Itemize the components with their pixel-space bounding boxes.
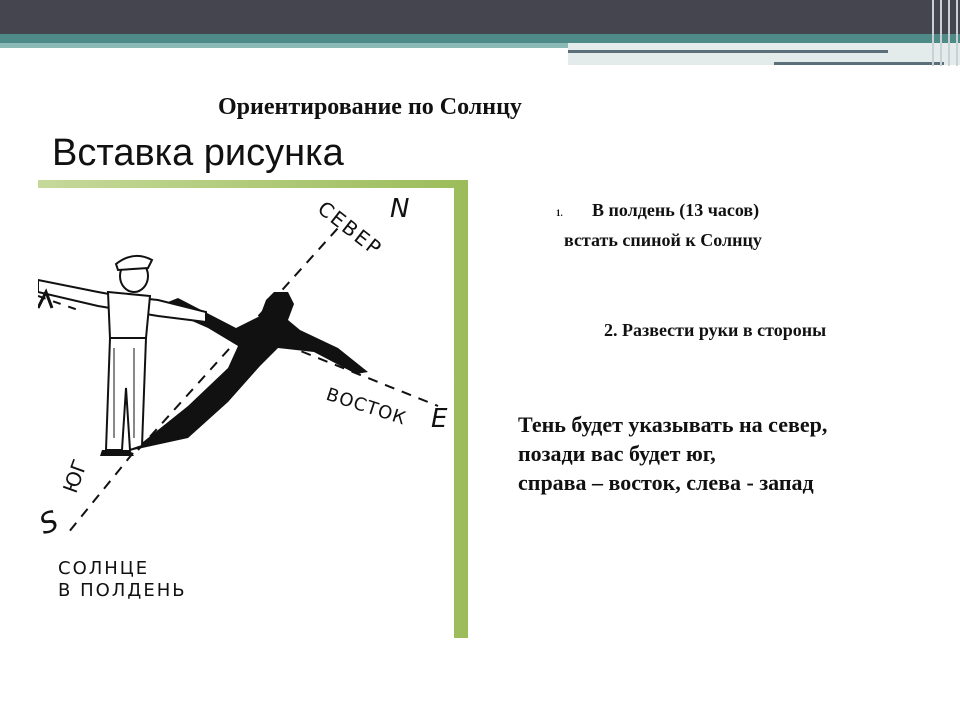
person-legs xyxy=(106,338,146,450)
slide-subtitle: Ориентирование по Солнцу xyxy=(218,94,522,120)
result-text xyxy=(518,410,938,497)
result-line-3: справа – восток, слева - запад xyxy=(518,470,814,495)
header-rule-1 xyxy=(568,50,888,53)
person-torso xyxy=(108,292,150,338)
header-stripe-light xyxy=(0,43,568,48)
person-feet xyxy=(100,450,134,456)
label-sever: СЕВЕР xyxy=(313,196,388,262)
header-stripe-teal xyxy=(0,34,960,43)
result-line-1: Тень будет указывать на север, xyxy=(518,412,828,437)
label-sun-line2: В ПОЛДЕНЬ xyxy=(58,580,187,601)
label-vostok: ВОСТОК xyxy=(323,384,409,430)
result-line-2: позади вас будет юг, xyxy=(518,441,716,466)
label-south-letter: S xyxy=(34,503,63,542)
label-sun-line1: СОЛНЦЕ xyxy=(58,558,150,579)
picture-frame xyxy=(34,180,468,638)
label-east-letter: E xyxy=(431,404,448,434)
step-2: 2. Развести руки в стороны xyxy=(604,320,827,340)
orientation-illustration xyxy=(34,188,454,638)
step-1-number: 1. xyxy=(556,208,563,218)
person-cap xyxy=(116,256,152,270)
step-1-line-2: встать спиной к Солнцу xyxy=(564,230,762,250)
slide-title: Вставка рисунка xyxy=(52,132,344,174)
header-corner-lines xyxy=(928,0,960,66)
header-rule-2 xyxy=(774,62,944,65)
label-yug: ЮГ xyxy=(58,456,93,497)
header-bar xyxy=(0,0,960,34)
label-north-letter: N xyxy=(390,194,410,224)
step-1-line-1: В полдень (13 часов) xyxy=(592,200,760,220)
